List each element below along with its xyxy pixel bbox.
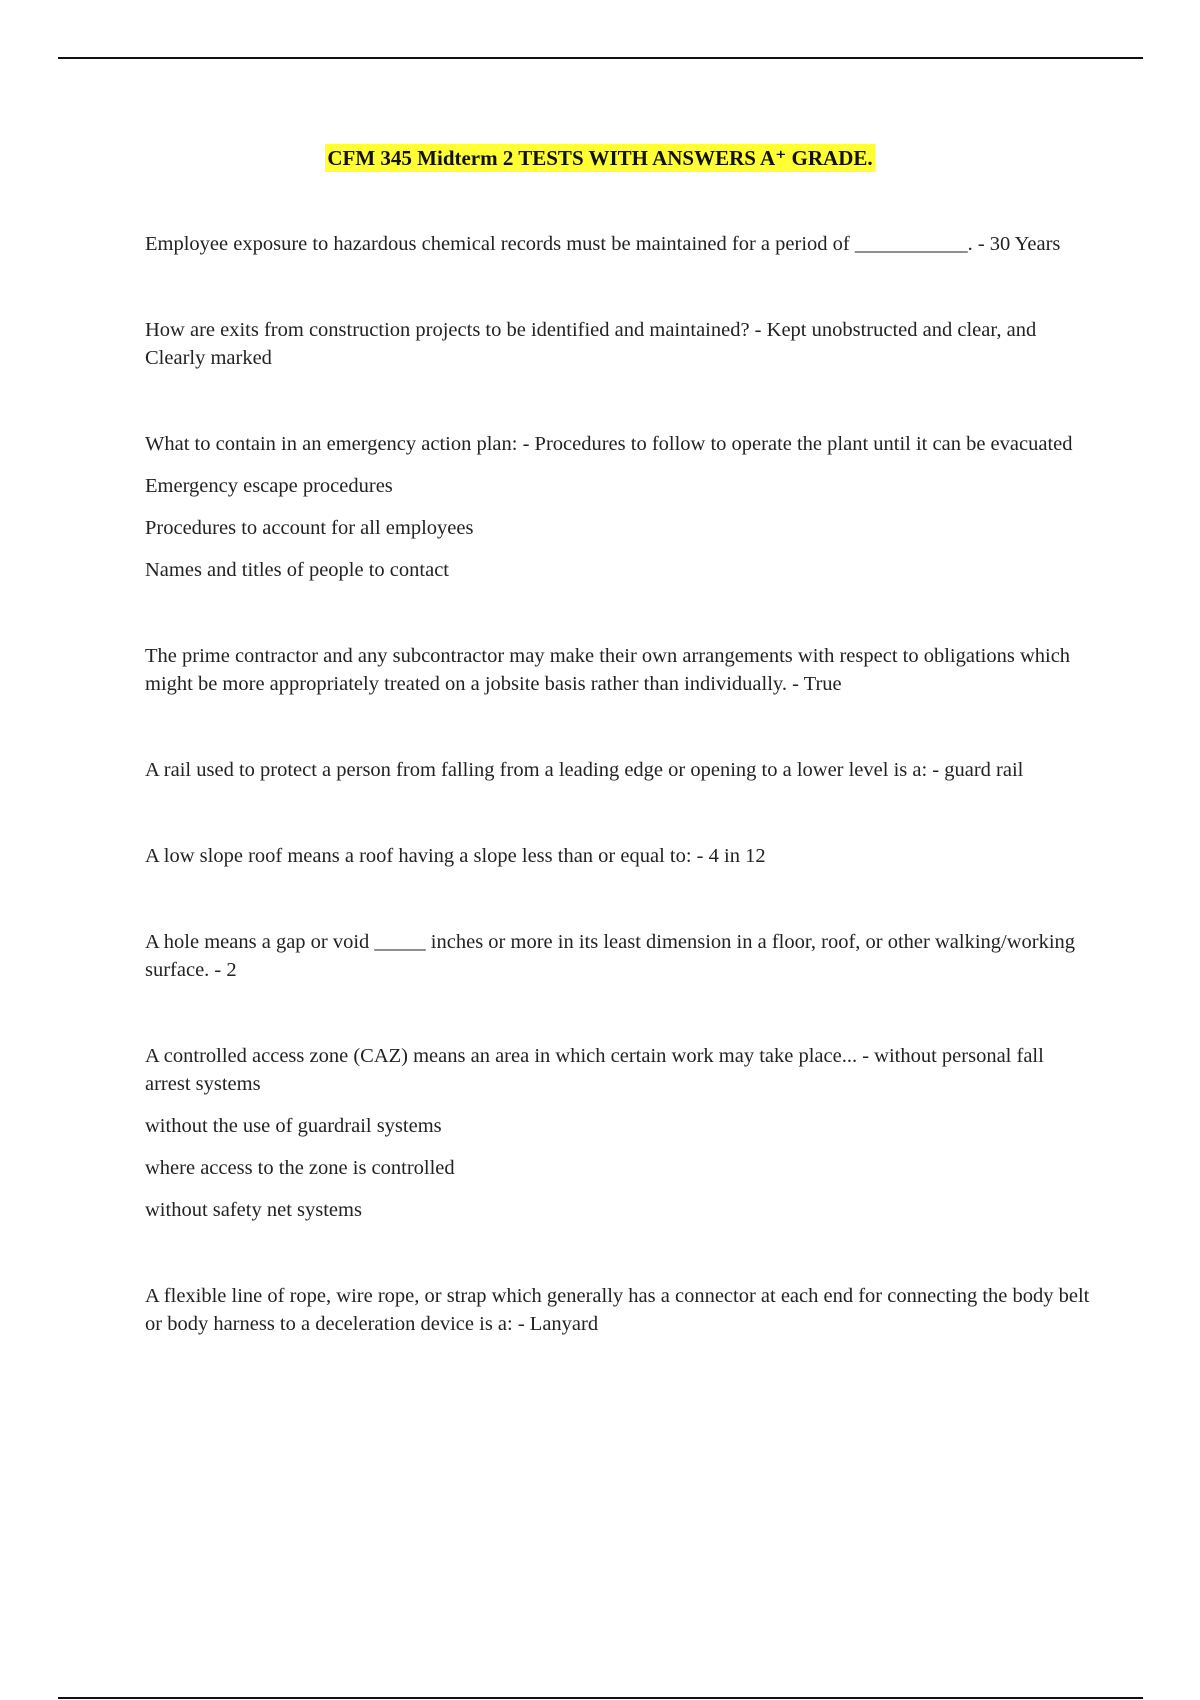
- qa-item-extra: where access to the zone is controlled: [145, 1157, 455, 1179]
- top-rule: [58, 57, 1143, 59]
- qa-item: A low slope roof means a roof having a slope less than or equal to: - 4 in 12: [145, 845, 766, 867]
- qa-item: A controlled access zone (CAZ) means an area in which certain work may take place... - without personal fall arrest systems: [145, 1045, 1044, 1095]
- title-block: [0, 144, 1200, 175]
- document-title: CFM 345 Midterm 2 TESTS WITH ANSWERS A⁺ GRADE.: [327, 146, 873, 170]
- qa-item: What to contain in an emergency action plan: - Procedures to follow to operate the plant until it can be evacuated: [145, 433, 1073, 455]
- qa-item-extra: without safety net systems: [145, 1199, 362, 1221]
- qa-item: A rail used to protect a person from falling from a leading edge or opening to a lower level is a: - guard rail: [145, 759, 1024, 781]
- qa-item: How are exits from construction projects to be identified and maintained? - Kept unobstructed and clear, and Clearly marked: [145, 319, 1037, 369]
- qa-item: Employee exposure to hazardous chemical records must be maintained for a period of ___________. - 30 Years: [145, 233, 1061, 255]
- qa-item-extra: Emergency escape procedures: [145, 475, 393, 497]
- qa-item-extra: Procedures to account for all employees: [145, 517, 474, 539]
- bottom-rule: [58, 1697, 1143, 1699]
- qa-item: A hole means a gap or void _____ inches or more in its least dimension in a floor, roof, or other walking/working surface. - 2: [145, 931, 1076, 981]
- qa-list: [145, 230, 1090, 1338]
- qa-item-extra: without the use of guardrail systems: [145, 1115, 442, 1137]
- qa-item: The prime contractor and any subcontractor may make their own arrangements with respect to obligations which might be more appropriately treated on a jobsite basis rather than individually. - True: [145, 645, 1071, 695]
- qa-item-extra: Names and titles of people to contact: [145, 559, 449, 581]
- qa-item: A flexible line of rope, wire rope, or strap which generally has a connector at each end for connecting the body belt or body harness to a deceleration device is a: - Lanyard: [145, 1285, 1090, 1335]
